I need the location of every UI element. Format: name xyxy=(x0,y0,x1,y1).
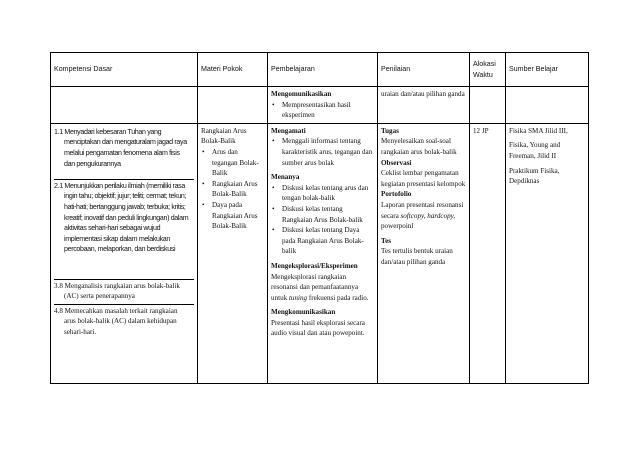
mengamati-item: • Menggali informasi tentang karakteristik arus, tegangan dan sumber arus bolak xyxy=(271,136,374,168)
header-penilaian: Penilaian xyxy=(378,53,470,87)
sumber-item: Fisika, Young and Freeman, Jilid II xyxy=(509,141,561,160)
menanya-item: • Diskusi kelas tentang Rangkaian Arus Bolak-balik xyxy=(271,204,374,225)
eksplorasi-text-part: frekuensi pada radio. xyxy=(308,293,369,302)
eksplorasi-heading: Mengeksplorasi/Eksperimen xyxy=(271,261,358,270)
syllabus-table xyxy=(50,52,589,384)
portofolio-heading: Portofolio xyxy=(381,190,412,199)
materi-cell xyxy=(198,123,268,383)
eksplorasi-text xyxy=(271,272,374,304)
mempresentasikan-item: • Mempresentasikan hasil eksperimen xyxy=(271,100,374,121)
header-kompetensi-dasar: Kompetensi Dasar xyxy=(51,53,198,87)
header-row xyxy=(51,53,589,87)
pembelajaran-cell-continued xyxy=(268,87,378,124)
content-row xyxy=(51,123,589,383)
sumber-item: Fisika SMA Jilid III, xyxy=(509,126,568,135)
penilaian-cell-continued xyxy=(378,87,470,124)
kd-cell xyxy=(51,123,198,383)
mengomunikasikan-heading: Mengomunikasikan xyxy=(271,90,332,98)
materi-cell-empty xyxy=(198,87,268,124)
observasi-text: Ceklist lembar pengamatan kegiatan presentasi kelompok xyxy=(381,169,466,188)
tugas-text: Menyelesaikan soal-soal rangkaian arus bolak-balik xyxy=(381,137,457,156)
header-pembelajaran: Pembelajaran xyxy=(268,53,378,87)
menanya-item: • Diskusi kelas tentang arus dan tengan bolak-balik xyxy=(271,183,374,204)
penilaian-continued-text: uraian dan/atau pilihan ganda xyxy=(381,90,465,98)
materi-title: Rangkaian Arus Bolak-Balik xyxy=(201,126,247,146)
kd-1-1: 1.1 Menyadari kebesaran Tuhan yang menciptakan dan mengaturalam jagad raya melalui pengamatan fenomena alam fisis dan pengukurannya xyxy=(54,126,194,180)
portofolio-text-part: Laporan presentasi resonansi secara xyxy=(381,200,464,220)
header-alokasi-waktu: Alokasi Waktu xyxy=(470,53,506,87)
tuning-term: tuning xyxy=(288,293,308,302)
materi-item: • Daya pada Rangkaian Arus Bolak-Balik xyxy=(201,200,264,232)
observasi-heading: Observasi xyxy=(381,158,412,167)
tes-text: Tes tertulis bentuk uraian dan/atau pilihan ganda xyxy=(381,247,453,266)
kd-cell-empty xyxy=(51,87,198,124)
menanya-item: • Diskusi kelas tentang Daya pada Rangkaian Arus Bolak-balik xyxy=(271,225,374,257)
header-materi-pokok: Materi Pokok xyxy=(198,53,268,87)
materi-item: • Rangkaian Arus Bolak-Balik xyxy=(201,179,264,200)
sumber-cell-empty xyxy=(506,87,589,124)
portofolio-text xyxy=(381,200,466,232)
portofolio-text-part: powerpoinl xyxy=(381,222,414,231)
penilaian-cell xyxy=(378,123,470,383)
kd-4-8: 4.8 Memecahkan masalah terkait rangkaian arus bolak-balik (AC) dalam kehidupan sehari-hari. xyxy=(54,306,178,336)
tugas-heading: Tugas xyxy=(381,126,399,135)
kd-3-8: 3.8 Menganalisis rangkaian arus bolak-balik (AC) serta penerapannya xyxy=(54,280,194,305)
sumber-item: Praktikum Fisika, Depdiknas xyxy=(509,166,560,186)
materi-item: • Arus dan tegangan Bolak-Balik xyxy=(201,147,264,179)
softcopy-term: softcopy, hardcopy, xyxy=(400,211,456,220)
kd-2-1: 2.1 Menunjukkan perilaku ilmiah (memiliki rasa ingin tahu; objektif; jujur; teliti; cermat; tekun; hati-hati; bertanggung jawab; terbuka; kritis; kreatif; inovatif dan peduli lingkungan) dalam aktivitas sehari-hari sebagai wujud implementasi sikap dalam melakukan percobaan, melaporkan, dan berdiskusi xyxy=(54,180,194,280)
tes-heading: Tes xyxy=(381,236,391,245)
menanya-heading: Menanya xyxy=(271,173,300,182)
eksplorasi-text-part: Mengeksplorasi rangkaian resonansi dan pemanfaatannya untuk xyxy=(271,272,359,302)
alokasi-value: 12 JP xyxy=(473,126,489,135)
sumber-cell xyxy=(506,123,589,383)
mengkomunikasikan-heading: Mengkomunikasikan xyxy=(271,308,336,317)
pembelajaran-cell xyxy=(268,123,378,383)
materi-list xyxy=(201,147,264,232)
header-sumber-belajar: Sumber Belajar xyxy=(506,53,589,87)
alokasi-cell-empty xyxy=(470,87,506,124)
alokasi-cell xyxy=(470,123,506,383)
continuation-row xyxy=(51,87,589,124)
mengkomunikasikan-text: Presentasi hasil eksplorasi secara audio visual dan atau powepoint. xyxy=(271,318,365,338)
mengamati-heading: Mengamati xyxy=(271,126,306,135)
